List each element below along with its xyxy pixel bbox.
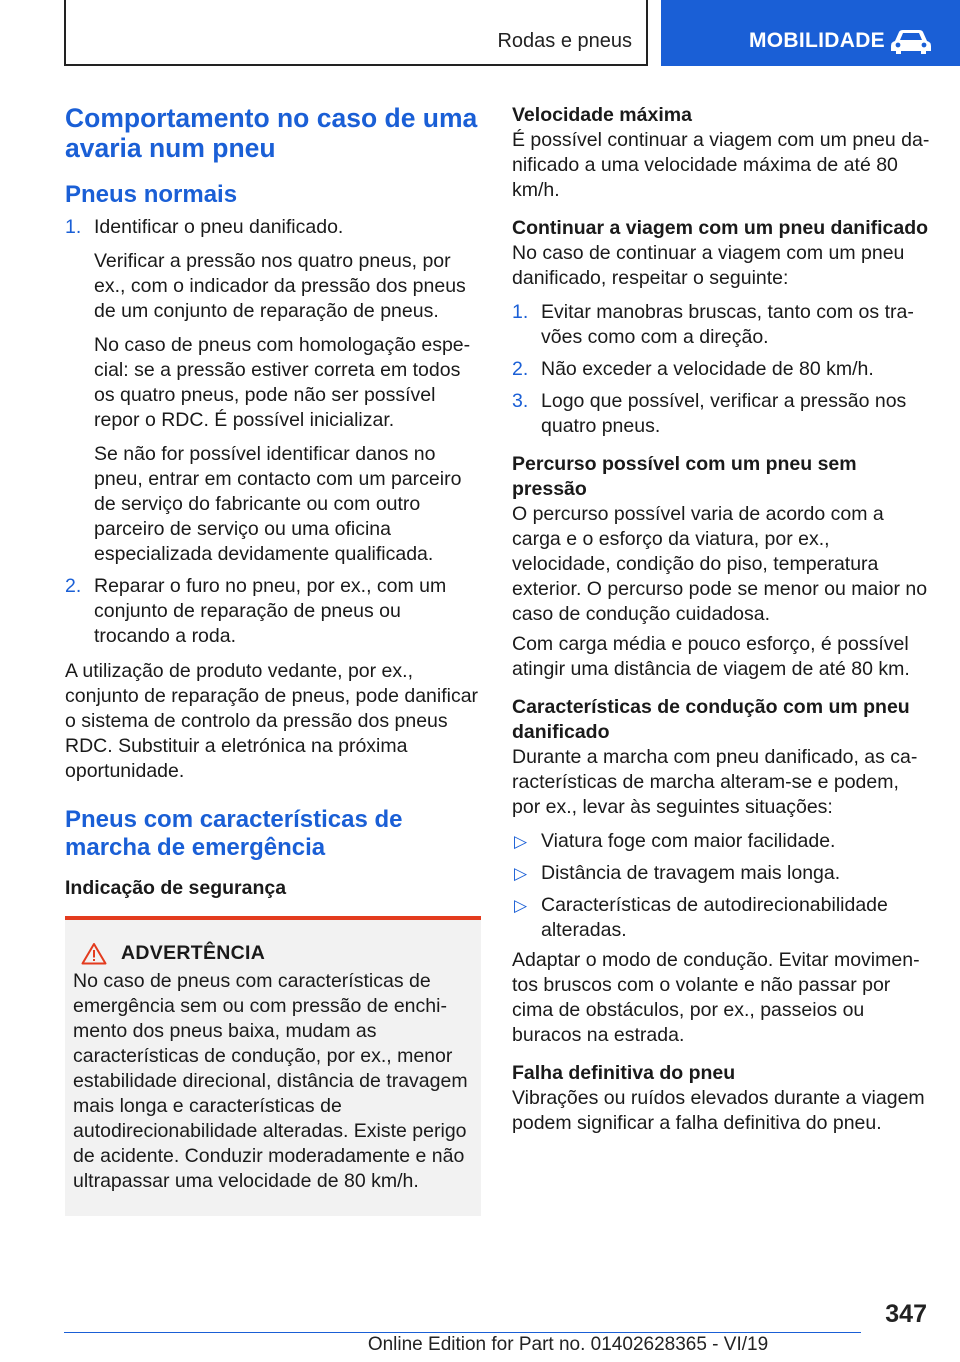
bullet-item (512, 829, 930, 854)
driving-advice: Adaptar o modo de condução. Evitar movimentos bruscos com o volante e não passar por cima de obstáculos, por ex., passeios ou buracos na estrada. (512, 949, 920, 1046)
runflat-heading: Pneus com características de marcha de emergência (65, 806, 403, 861)
driving-section (512, 695, 930, 1048)
step-subtext: Verificar a pressão nos quatro pneus, por ex., com o indicador da pressão dos pneus de um conjunto de reparação de pneus. (94, 250, 466, 322)
max-speed-text: É possível continuar a viagem com um pneu danificado a uma velocidade máxima de até 80 km/h. (512, 129, 930, 201)
footer-edition: Online Edition for Part no. 01402628365 - VI/19 (367, 1334, 769, 1355)
step-subtext: No caso de pneus com homologação especial: se a pressão estiver correta em todos os quatro pneus, pode não ser possível repor o RDC. É possível inicializar. (94, 334, 471, 431)
step-item (512, 300, 930, 350)
warning-title: ADVERTÊNCIA (121, 942, 266, 964)
failure-section (512, 1061, 930, 1136)
warning-triangle-icon (81, 942, 107, 965)
continue-text: No caso de continuar a viagem com um pneu danificado, respeitar o seguinte: (512, 242, 905, 289)
step-number: 1. (65, 216, 82, 238)
failure-heading: Falha definitiva do pneu (512, 1062, 736, 1084)
step-text: Não exceder a velocidade de 80 km/h. (541, 358, 874, 380)
step-number: 3. (512, 390, 529, 412)
continue-heading: Continuar a viagem com um pneu danificado (512, 217, 929, 239)
bullet-text: Características de autodirecionabilidade alteradas. (541, 894, 888, 941)
bullet-arrow-icon: ▷ (514, 896, 528, 915)
safety-heading: Indicação de segurança (65, 877, 287, 899)
distance-heading: Percurso possível com um pneu sem pressão (512, 453, 857, 500)
bullet-arrow-icon: ▷ (514, 832, 528, 851)
right-column (512, 103, 930, 1149)
bullet-item (512, 861, 930, 886)
step-text: Evitar manobras bruscas, tanto com os travões como com a direção. (541, 301, 914, 348)
step-item (512, 357, 930, 382)
max-speed-heading: Velocidade máxima (512, 104, 692, 126)
warning-text: No caso de pneus com características de emergência sem ou com pressão de enchimento dos pneus baixa, mudam as características de condução, por ex., menor estabilidade direcional, distância de travagem mais longa e características de autodirecionabilidade alteradas. Existe perigo de acidente. Conduzir moderadamente e não ultrapassar uma velocidade de 80 km/h. (73, 970, 468, 1192)
max-speed-section (512, 103, 930, 203)
step-subtext: Se não for possível identificar danos no pneu, entrar em contacto com um parceiro de serviço do fabricante ou com outro parceiro de serviço ou uma oficina especializada devidamente qualificada. (94, 443, 462, 565)
section-title: Rodas e pneus (497, 30, 632, 52)
bullet-item (512, 893, 930, 943)
bullet-arrow-icon: ▷ (514, 864, 528, 883)
step-number: 1. (512, 301, 529, 323)
main-title: Comportamento no caso de uma avaria num pneu (65, 103, 478, 163)
normal-tires-heading: Pneus normais (65, 181, 238, 208)
failure-text: Vibrações ou ruídos elevados durante a viagem podem significar a falha definitiva do pneu. (512, 1087, 925, 1134)
step-item (512, 389, 930, 439)
footer-divider (64, 1332, 861, 1333)
step-number: 2. (512, 358, 529, 380)
distance-text: Com carga média e pouco esforço, é possível atingir uma distância de viagem de até 80 km. (512, 633, 910, 680)
step-item (65, 215, 481, 567)
warning-title-row (73, 942, 473, 965)
step-item (65, 574, 481, 649)
step-text: Reparar o furo no pneu, por ex., com um conjunto de reparação de pneus ou trocando a roda. (94, 575, 447, 647)
continue-section (512, 216, 930, 439)
normal-tires-steps (65, 215, 481, 649)
distance-section (512, 452, 930, 682)
left-column (65, 103, 481, 1216)
driving-bullets (512, 829, 930, 943)
step-text: Logo que possível, verificar a pressão nos quatro pneus. (541, 390, 907, 437)
sealant-note: A utilização de produto vedante, por ex., conjunto de reparação de pneus, pode danificar o sistema de controlo da pressão dos pneus RDC. Substituir a eletrónica na próxima oportunidade. (65, 660, 479, 782)
chapter-tab[interactable] (661, 0, 960, 66)
distance-text: O percurso possível varia de acordo com a carga e o esforço da viatura, por ex., velocidade, condição do piso, temperatura exterior. O percurso pode se menor ou maior no caso de condução cuidadosa. (512, 503, 928, 625)
bullet-text: Distância de travagem mais longa. (541, 862, 841, 884)
driving-text: Durante a marcha com pneu danificado, as características de marcha alteram-se e podem, por ex., levar às seguintes situações: (512, 746, 918, 818)
warning-box (65, 916, 481, 1216)
chapter-tab-label: MOBILIDADE (749, 29, 885, 52)
step-number: 2. (65, 575, 82, 597)
step-text: Identificar o pneu danificado. (94, 216, 344, 238)
header-box (64, 0, 648, 66)
bullet-text: Viatura foge com maior facilidade. (541, 830, 836, 852)
continue-steps (512, 300, 930, 439)
page-number: 347 (885, 1300, 927, 1328)
driving-heading: Características de condução com um pneu danificado (512, 696, 910, 743)
car-icon (889, 27, 933, 55)
